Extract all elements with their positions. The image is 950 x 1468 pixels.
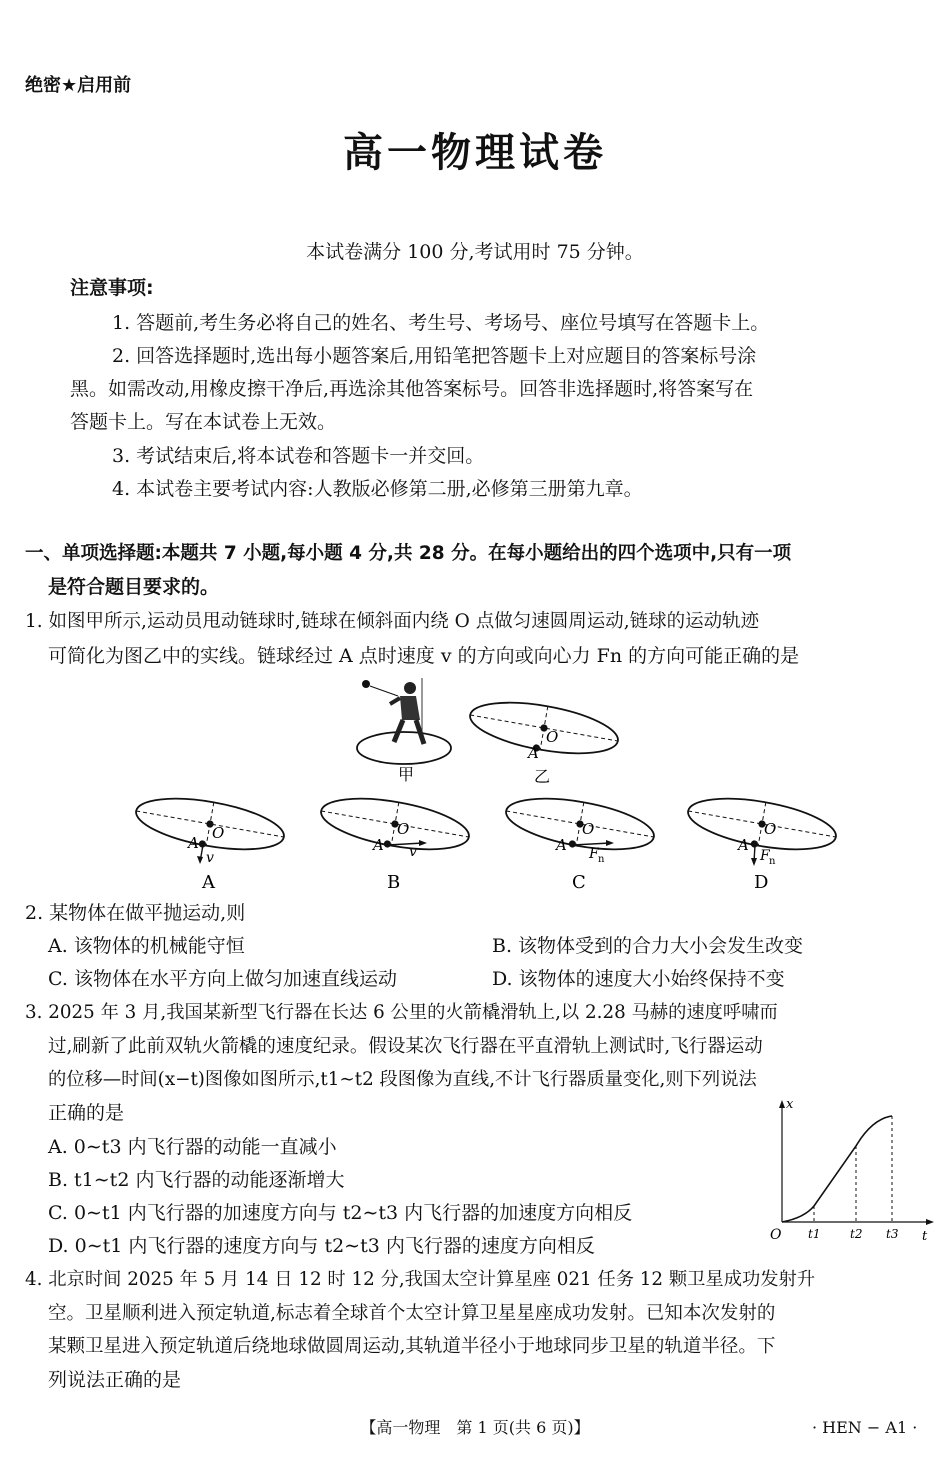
q4-stem-cont: 空。卫星顺利进入预定轨道,标志着全球首个太空计算卫星星座成功发射。已知本次发射的 [48, 1303, 776, 1324]
option-label: A [202, 872, 215, 892]
page-footer: 【高一物理 第 1 页(共 6 页)】 [360, 1418, 590, 1437]
svg-text:v: v [206, 850, 214, 866]
xt-graph [762, 1094, 937, 1244]
point-o-label: O [546, 728, 559, 746]
svg-text:F: F [760, 848, 770, 864]
q4-stem: 4. 北京时间 2025 年 5 月 14 日 12 时 12 分,我国太空计算星座 021 任务 12 颗卫星成功发射升 [25, 1269, 816, 1290]
q1-option-b-figure [315, 790, 485, 892]
notice-line: 4. 本试卷主要考试内容:人教版必修第二册,必修第三册第九章。 [112, 478, 643, 500]
q3-stem: 3. 2025 年 3 月,我国某新型飞行器在长达 6 公里的火箭橇滑轨上,以 2.28 马赫的速度呼啸而 [25, 1002, 778, 1023]
notice-line: 3. 考试结束后,将本试卷和答题卡一并交回。 [112, 445, 485, 467]
notice-line: 黑。如需改动,用橡皮擦干净后,再选涂其他答案标号。回答非选择题时,将答案写在 [70, 378, 754, 400]
x-axis-label: x [786, 1097, 794, 1112]
svg-text:F: F [589, 846, 599, 862]
q2-option-a: A. 该物体的机械能守恒 [48, 935, 245, 957]
q2-stem: 2. 某物体在做平抛运动,则 [25, 902, 246, 924]
page-title: 高一物理试卷 [343, 130, 607, 176]
q3-option-c: C. 0∼t1 内飞行器的加速度方向与 t2∼t3 内飞行器的加速度方向相反 [48, 1202, 633, 1224]
hammer-ball [362, 680, 370, 688]
q1-stem: 1. 如图甲所示,运动员甩动链球时,链球在倾斜面内绕 O 点做匀速圆周运动,链球的运动轨迹 [25, 611, 760, 632]
svg-text:A: A [373, 836, 384, 854]
paper-code: · HEN − A1 · [812, 1418, 918, 1437]
confidential-mark: 绝密★启用前 [25, 75, 132, 96]
q3-option-b: B. t1∼t2 内飞行器的动能逐渐增大 [48, 1169, 345, 1191]
q3-stem-cont: 过,刷新了此前双轨火箭橇的速度纪录。假设某次飞行器在平直滑轨上测试时,飞行器运动 [48, 1036, 763, 1057]
athlete-body [400, 696, 420, 720]
q3-stem-cont: 正确的是 [48, 1102, 125, 1124]
q3-option-a: A. 0∼t3 内飞行器的动能一直减小 [48, 1136, 337, 1158]
xt-curve [782, 1116, 892, 1222]
q2-option-b: B. 该物体受到的合力大小会发生改变 [492, 935, 804, 957]
option-label: C [572, 872, 586, 892]
svg-text:A: A [738, 836, 749, 854]
notice-line: 2. 回答选择题时,选出每小题答案后,用铅笔把答题卡上对应题目的答案标号涂 [112, 345, 757, 367]
t2-label: t2 [850, 1227, 863, 1241]
option-label: B [387, 872, 401, 892]
svg-text:A: A [188, 834, 199, 852]
notice-heading: 注意事项: [70, 277, 154, 299]
svg-text:n: n [598, 854, 605, 865]
q4-stem-cont: 某颗卫星进入预定轨道后绕地球做圆周运动,其轨道半径小于地球同步卫星的轨道半径。下 [48, 1336, 776, 1357]
q3-option-d: D. 0∼t1 内飞行器的速度方向与 t2∼t3 内飞行器的速度方向相反 [48, 1235, 595, 1257]
t-axis-label: t [922, 1229, 928, 1244]
origin-label: O [770, 1227, 782, 1243]
notice-line: 答题卡上。写在本试卷上无效。 [70, 411, 337, 433]
svg-text:O: O [764, 820, 777, 838]
t1-label: t1 [808, 1227, 821, 1241]
q1-option-c-figure [500, 790, 670, 892]
svg-text:O: O [397, 820, 410, 838]
notice-line: 1. 答题前,考生务必将自己的姓名、考生号、考场号、座位号填写在答题卡上。 [112, 312, 770, 334]
section-heading-cont: 是符合题目要求的。 [48, 576, 220, 598]
q1-option-a-figure [130, 790, 300, 892]
svg-text:v: v [409, 844, 417, 860]
svg-text:A: A [556, 836, 567, 854]
option-label: D [754, 872, 769, 892]
figure-jia [350, 674, 460, 786]
exam-info: 本试卷满分 100 分,考试用时 75 分钟。 [306, 241, 644, 263]
section-heading: 一、单项选择题:本题共 7 小题,每小题 4 分,共 28 分。在每小题给出的四个选项中,只有一项 [25, 543, 792, 564]
figure-yi [466, 694, 626, 786]
athlete-head [404, 682, 416, 694]
point-a-label: A [528, 744, 539, 762]
svg-text:O: O [212, 824, 225, 842]
svg-text:n: n [769, 856, 776, 867]
q3-stem-cont: 的位移—时间(x−t)图像如图所示,t1∼t2 段图像为直线,不计飞行器质量变化,则下列说法 [48, 1069, 757, 1090]
svg-text:O: O [582, 820, 595, 838]
q2-option-d: D. 该物体的速度大小始终保持不变 [492, 968, 785, 990]
q1-option-d-figure [682, 790, 852, 892]
q1-stem-cont: 可简化为图乙中的实线。链球经过 A 点时速度 v 的方向或向心力 Fn 的方向可能正确的是 [48, 645, 800, 667]
figure-jia-label: 甲 [398, 765, 415, 784]
q4-stem-cont: 列说法正确的是 [48, 1369, 182, 1391]
figure-yi-label: 乙 [534, 767, 551, 786]
t3-label: t3 [886, 1227, 899, 1241]
q2-option-c: C. 该物体在水平方向上做匀加速直线运动 [48, 968, 397, 990]
